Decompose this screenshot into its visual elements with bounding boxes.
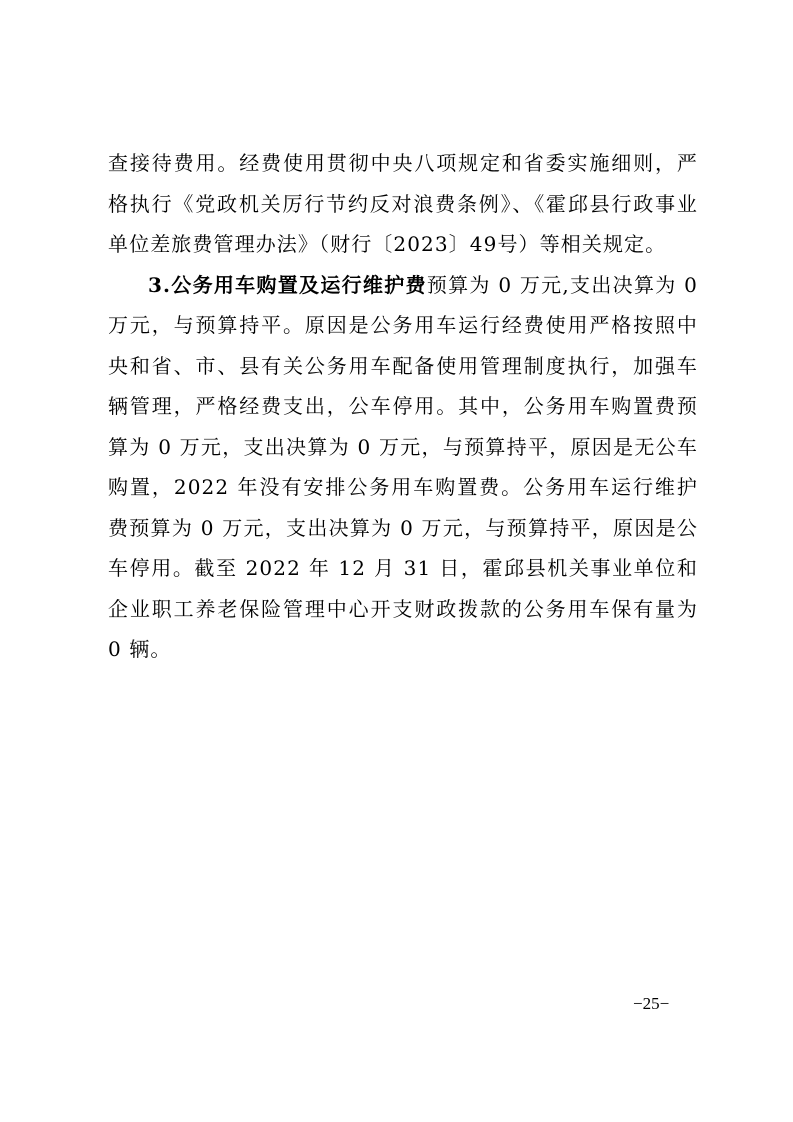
paragraph-reception-expenses: 查接待费用。经费使用贯彻中央八项规定和省委实施细则，严格执行《党政机关厉行节约反对浪费条例》、《霍邱县行政事业单位差旅费管理办法》（财行〔2023〕49号）等相关规定。 [108,151,698,256]
paragraph-vehicle-expenses [108,265,698,670]
page-number: −25− [633,994,670,1013]
paragraph-vehicle-expenses-text: 预算为 0 万元,支出决算为 0 万元，与预算持平。原因是公务用车运行经费使用严格按照中央和省、市、县有关公务用车配备使用管理制度执行，加强车辆管理，严格经费支出，公车停用。其中，公务用车购置费预算为 0 万元，支出决算为 0 万元，与预算持平，原因是无公车购置，2022 年没有安排公务用车购置费。公务用车运行维护费预算为 0 万元，支出决算为 0 万元，与预算持平，原因是公车停用。截至 2022 年 12 月 31 日，霍邱县机关事业单位和企业职工养老保险管理中心开支财政拨款的公务用车保有量为 0 辆。 [108,272,699,661]
body-text [108,143,698,670]
section-heading-vehicle-expenses: 3.公务用车购置及运行维护费 [148,272,427,297]
